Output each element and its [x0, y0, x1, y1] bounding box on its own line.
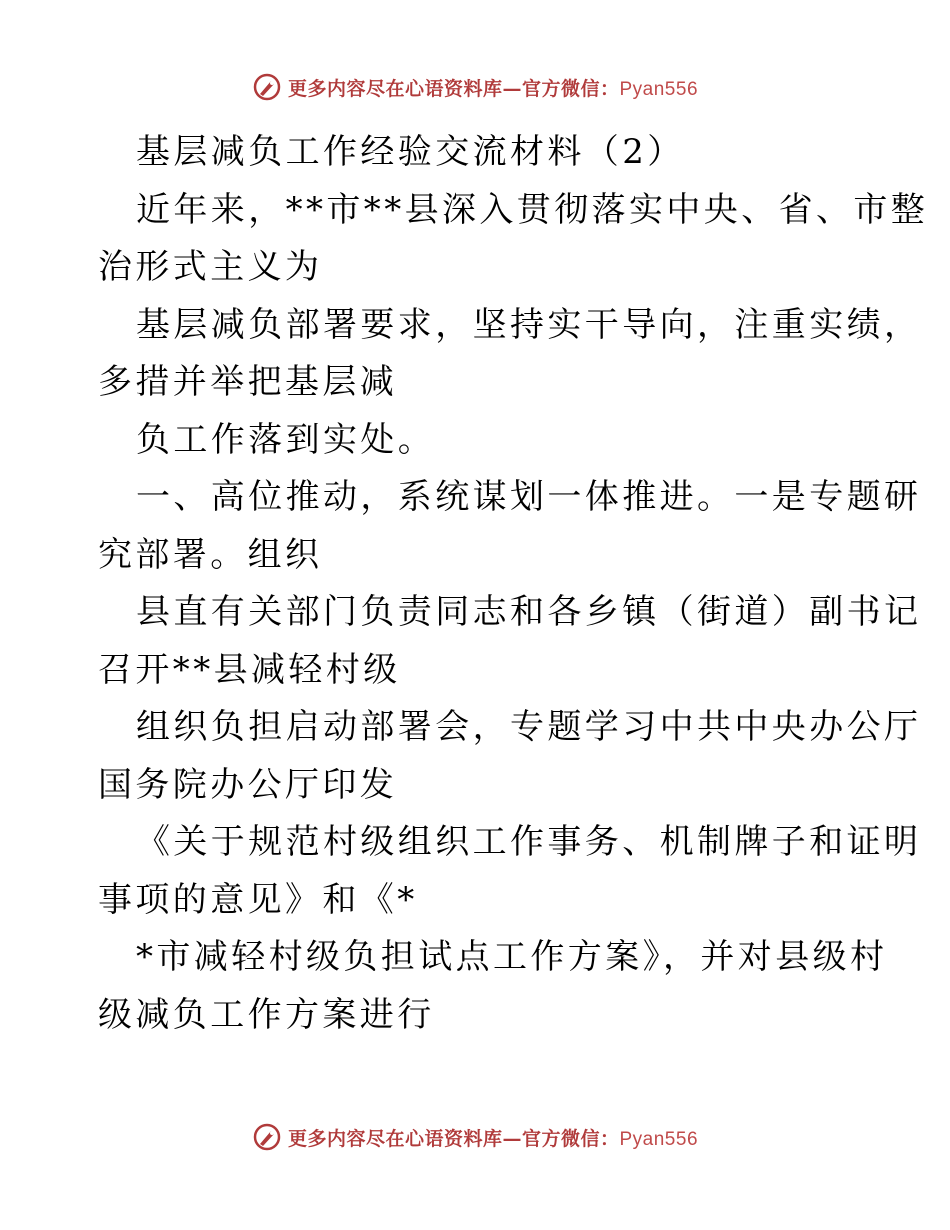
text-line: 国务院办公厅印发 [98, 764, 398, 805]
banner-text-cn: 更多内容尽在心语资料库—官方微信： [287, 77, 620, 100]
text-line: *市减轻村级负担试点工作方案》，并对县级村 [136, 937, 888, 977]
text-line: 一、高位推动，系统谋划一体推进。一是专题研 [136, 477, 922, 517]
banner-text [288, 74, 698, 101]
footer-banner [0, 1122, 950, 1152]
banner-wechat-id: Pyan556 [619, 78, 699, 100]
banner-text-cn: 更多内容尽在心语资料库—官方微信： [287, 1127, 620, 1150]
pen-nib-logo-icon [252, 1122, 282, 1152]
text-line: 县直有关部门负责同志和各乡镇（街道）副书记 [136, 592, 922, 632]
text-line: 负工作落到实处。 [136, 419, 436, 460]
text-line: 召开**县减轻村级 [98, 649, 401, 690]
text-line: 基层减负部署要求，坚持实干导向，注重实绩， [136, 304, 922, 345]
text-line: 治形式主义为 [98, 247, 323, 287]
text-line: 多措并举把基层减 [98, 362, 398, 402]
text-line: 事项的意见》和《* [98, 879, 418, 920]
text-line: 究部署。组织 [98, 534, 323, 575]
pen-nib-logo-icon [252, 72, 282, 102]
text-line: 《关于规范村级组织工作事务、机制牌子和证明 [136, 822, 922, 862]
header-banner [0, 72, 950, 102]
text-line: 近年来，**市**县深入贯彻落实中央、省、市整 [136, 189, 929, 230]
banner-text [288, 1124, 698, 1151]
banner-wechat-id: Pyan556 [619, 1128, 699, 1150]
text-line: 组织负担启动部署会，专题学习中共中央办公厅 [136, 707, 922, 747]
document-body [98, 124, 929, 1044]
text-line: 基层减负工作经验交流材料（2） [136, 132, 685, 172]
text-line: 级减负工作方案进行 [98, 994, 435, 1035]
